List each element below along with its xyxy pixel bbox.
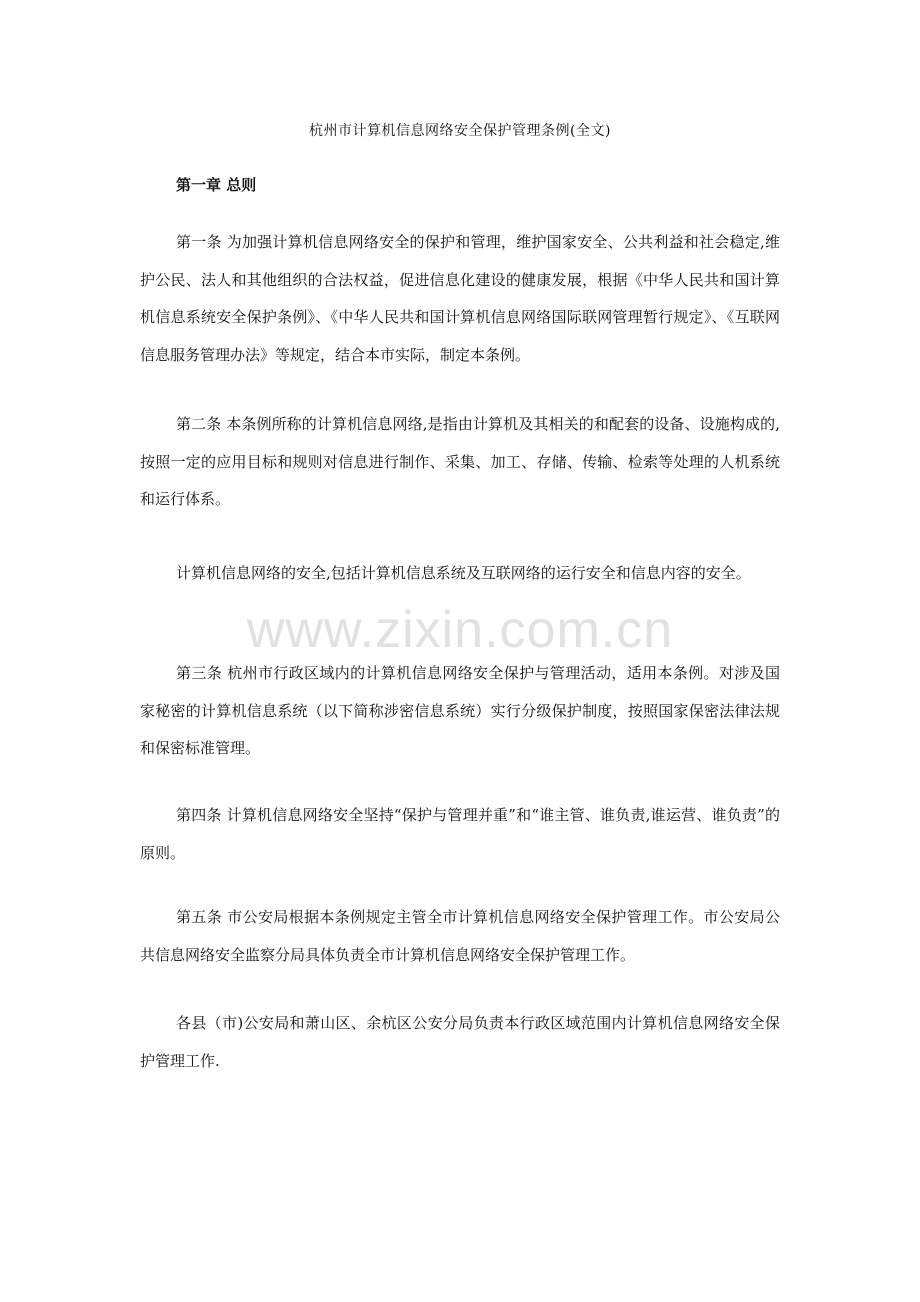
article-2-paragraph: 第二条 本条例所称的计算机信息网络,是指由计算机及其相关的和配套的设备、设施构成的,按照一定的应用目标和规则对信息进行制作、采集、加工、存储、传输、检索等处理的人机系统和运行体系。 [140, 415, 780, 508]
article-5-continuation-paragraph: 各县（市)公安局和萧山区、余杭区公安分局负责本行政区域范围内计算机信息网络安全保护管理工作. [140, 1014, 780, 1070]
article-1-paragraph: 第一条 为加强计算机信息网络安全的保护和管理，维护国家安全、公共利益和社会稳定,维护公民、法人和其他组织的合法权益，促进信息化建设的健康发展，根据《中华人民共和国计算机信息系统安全保护条例》、《中华人民共和国计算机信息网络国际联网管理暂行规定》、《互联网信息服务管理办法》等规定，结合本市实际，制定本条例。 [140, 233, 780, 364]
document-title: 杭州市计算机信息网络安全保护管理条例(全文) [309, 123, 611, 139]
article-2-continuation-paragraph: 计算机信息网络的安全,包括计算机信息系统及互联网络的运行安全和信息内容的安全。 [176, 564, 751, 582]
article-4-paragraph: 第四条 计算机信息网络安全坚持“保护与管理并重”和“谁主管、谁负责,谁运营、谁负责”的原则。 [140, 806, 780, 862]
watermark: www.zixin.com.cn [246, 601, 674, 659]
article-3-paragraph: 第三条 杭州市行政区域内的计算机信息网络安全保护与管理活动，适用本条例。对涉及国家秘密的计算机信息系统（以下简称涉密信息系统）实行分级保护制度，按照国家保密法律法规和保密标准管理。 [140, 664, 780, 757]
article-5-paragraph: 第五条 市公安局根据本条例规定主管全市计算机信息网络安全保护管理工作。市公安局公共信息网络安全监察分局具体负责全市计算机信息网络安全保护管理工作。 [140, 908, 780, 964]
chapter-heading: 第一章 总则 [176, 176, 257, 194]
